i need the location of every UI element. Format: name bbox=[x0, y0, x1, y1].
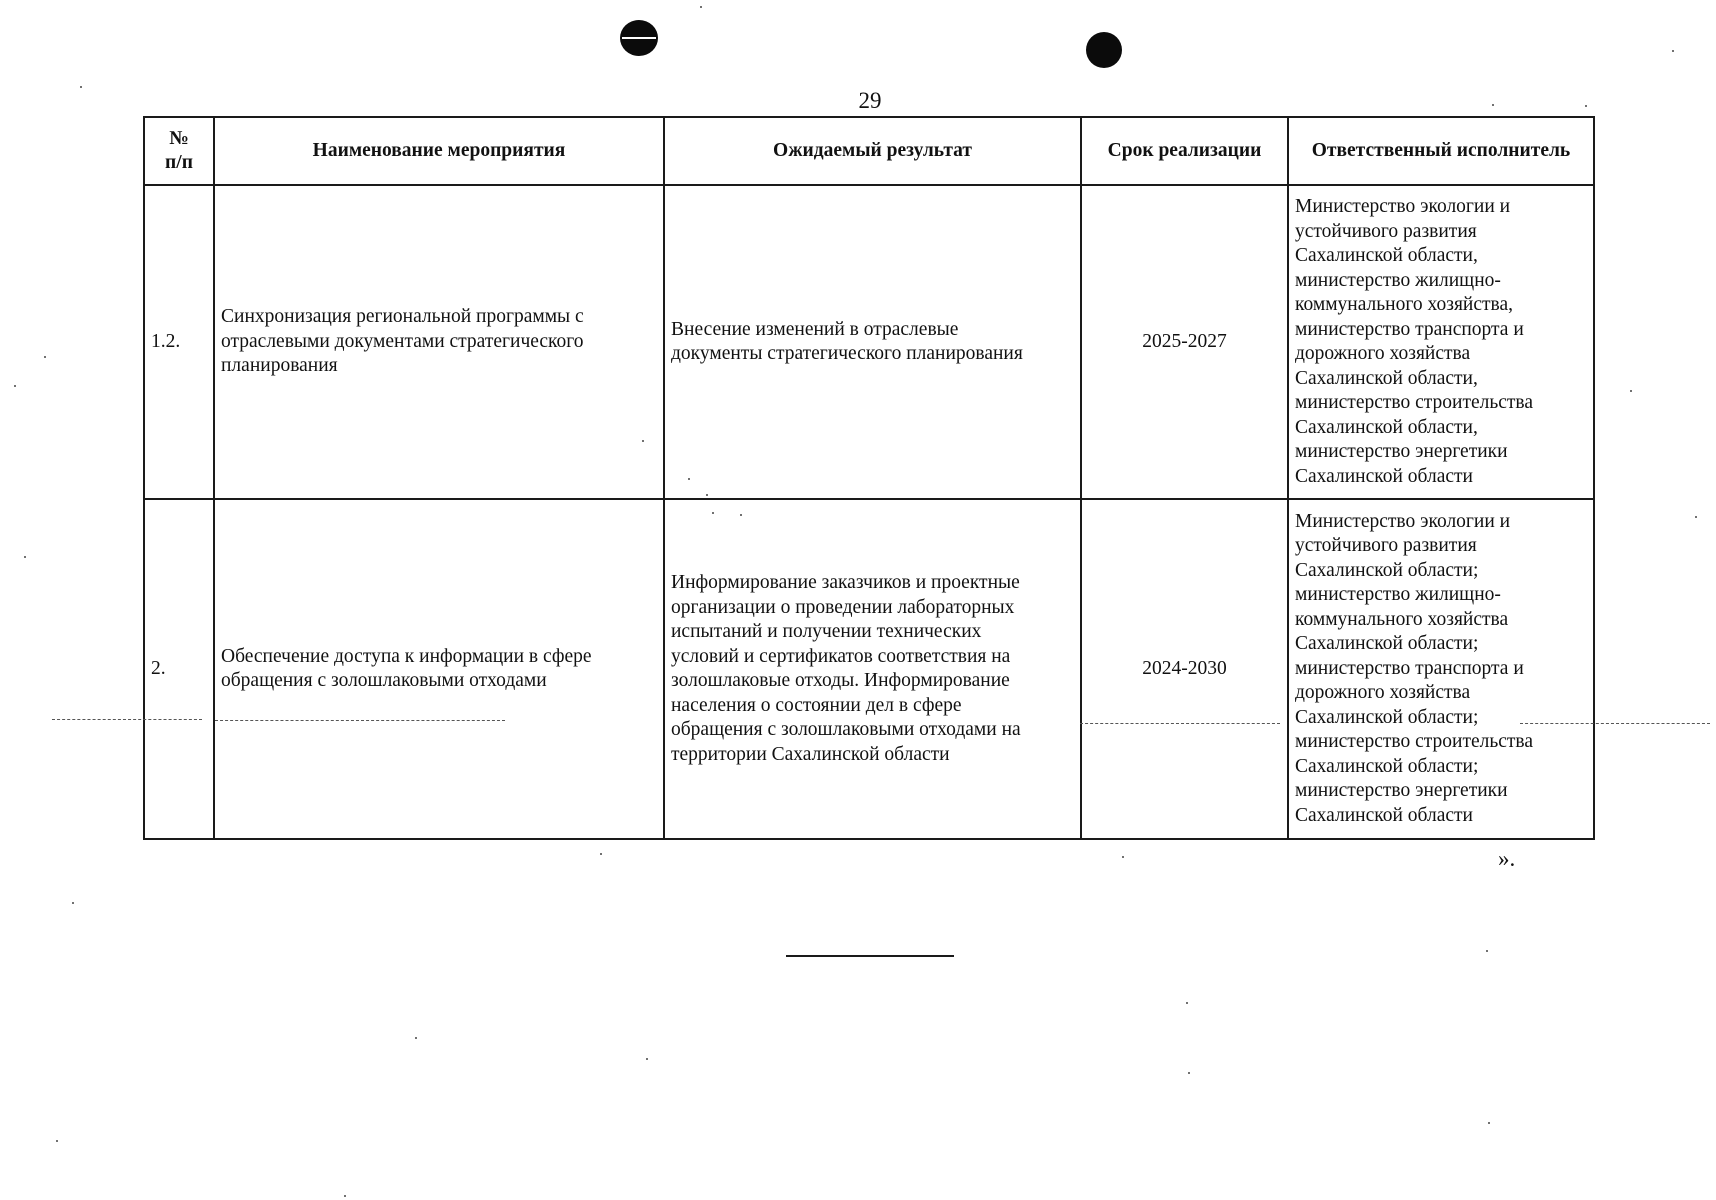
scan-speck bbox=[740, 514, 742, 516]
row-number: 2. bbox=[144, 499, 214, 839]
scan-speck bbox=[1695, 516, 1697, 518]
punch-hole-left bbox=[620, 20, 658, 56]
row-responsible: Министерство экологии и устойчивого развития Сахалинской области; министерство жилищно- коммунального хозяйства Сахалинской области; министерство транспорта и дорожного хозяйства Сахалинской области; министерство строительства Сахалинской области; министерство энергетики Сахалинской области bbox=[1288, 499, 1594, 839]
scan-artifact-line bbox=[1520, 723, 1710, 724]
scan-speck bbox=[712, 512, 714, 514]
row-term: 2025-2027 bbox=[1081, 185, 1288, 499]
scan-speck bbox=[1488, 1122, 1490, 1124]
scan-speck bbox=[1486, 950, 1488, 952]
end-of-section-rule bbox=[786, 955, 954, 957]
table-header-row bbox=[144, 117, 1594, 185]
closing-quote-mark: ». bbox=[1498, 846, 1516, 871]
scan-speck bbox=[1122, 856, 1124, 858]
scan-speck bbox=[344, 1195, 346, 1197]
row-activity: Синхронизация региональной программы с отраслевыми документами стратегического планирования bbox=[214, 185, 664, 499]
scan-speck bbox=[646, 1058, 648, 1060]
header-result: Ожидаемый результат bbox=[664, 117, 1081, 185]
scan-speck bbox=[1186, 1002, 1188, 1004]
scan-speck bbox=[1585, 105, 1587, 107]
header-activity: Наименование мероприятия bbox=[214, 117, 664, 185]
row-term: 2024-2030 bbox=[1081, 499, 1288, 839]
scan-speck bbox=[80, 86, 82, 88]
header-number: № п/п bbox=[144, 117, 214, 185]
table-row bbox=[144, 185, 1594, 499]
scan-speck bbox=[24, 556, 26, 558]
header-term: Срок реализации bbox=[1081, 117, 1288, 185]
activities-table bbox=[143, 116, 1595, 840]
row-activity: Обеспечение доступа к информации в сфере обращения с золошлаковыми отходами bbox=[214, 499, 664, 839]
punch-hole-right bbox=[1086, 32, 1122, 68]
scan-speck bbox=[688, 478, 690, 480]
scan-speck bbox=[415, 1037, 417, 1039]
scan-speck bbox=[600, 853, 602, 855]
scan-speck bbox=[1492, 104, 1494, 106]
scan-speck bbox=[642, 440, 644, 442]
scan-speck bbox=[14, 385, 16, 387]
scan-speck bbox=[706, 494, 708, 496]
scan-speck bbox=[72, 902, 74, 904]
scan-artifact-line bbox=[52, 719, 202, 720]
row-number: 1.2. bbox=[144, 185, 214, 499]
page-number: 29 bbox=[858, 88, 882, 113]
header-responsible: Ответственный исполнитель bbox=[1288, 117, 1594, 185]
scan-speck bbox=[44, 356, 46, 358]
row-result: Внесение изменений в отраслевые документы стратегического планирования bbox=[664, 185, 1081, 499]
row-result: Информирование заказчиков и проектные организации о проведении лабораторных испытаний и получении технических условий и сертификатов соответствия на золошлаковые отходы. Информирование населения о состоянии дел в сфере обращения с золошлаковыми отходами на территории Сахалинской области bbox=[664, 499, 1081, 839]
scan-artifact-line bbox=[215, 720, 505, 721]
scan-speck bbox=[1630, 390, 1632, 392]
row-responsible: Министерство экологии и устойчивого развития Сахалинской области, министерство жилищно- коммунального хозяйства, министерство транспорта и дорожного хозяйства Сахалинской области, министерство строительства Сахалинской области, министерство энергетики Сахалинской области bbox=[1288, 185, 1594, 499]
scan-speck bbox=[1672, 50, 1674, 52]
table-row bbox=[144, 499, 1594, 839]
scan-speck bbox=[56, 1140, 58, 1142]
scan-artifact-line bbox=[1080, 723, 1280, 724]
scan-speck bbox=[700, 6, 702, 8]
scan-speck bbox=[1188, 1072, 1190, 1074]
